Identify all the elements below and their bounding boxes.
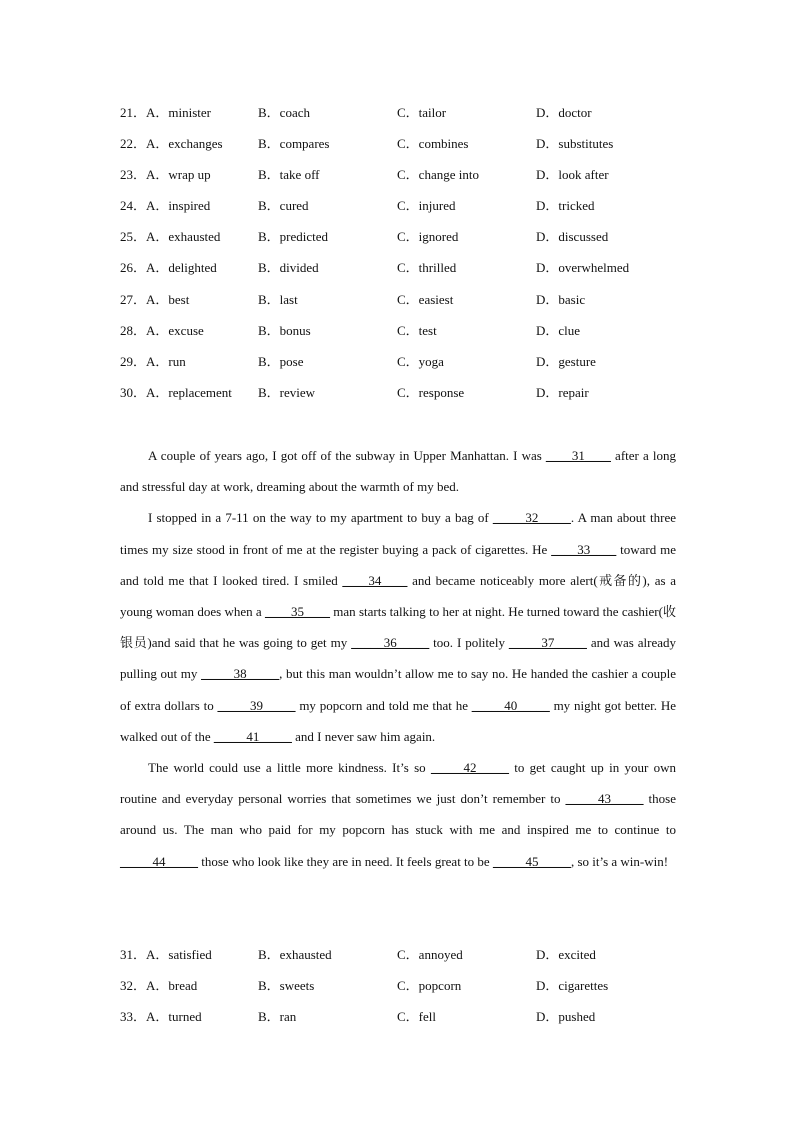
option-b [258, 128, 329, 159]
question-number-and-option-a [120, 970, 197, 1001]
question-number-and-option-a [120, 128, 223, 159]
question-row [120, 377, 700, 408]
option-c [397, 315, 437, 346]
option-d: D．tricked [536, 198, 595, 214]
passage-text: A couple of years ago, I got off of the subway in Upper Manhattan. I was [148, 448, 546, 463]
option-c: C．fell [397, 1009, 436, 1025]
passage-text: The world could use a little more kindness. It’s so [148, 760, 431, 776]
blank-37: _____37_____ [508, 635, 587, 651]
passage-text: , but this man wouldn’t allow me to say no. He handed the cashier a couple of extra dollars to [120, 666, 677, 713]
option-c [397, 97, 446, 128]
blank-43: _____43_____ [565, 791, 644, 807]
passage-paragraph-2 [120, 502, 676, 752]
option-a: A．turned [146, 1009, 202, 1025]
option-c [397, 970, 461, 1001]
passage-text: and I never saw him again. [291, 728, 436, 744]
question-list-31-33 [120, 939, 700, 1032]
option-b: B．predicted [258, 229, 329, 245]
passage-text: to get caught up in your own routine and everyday personal worries that sometimes we just don’t remember to [120, 760, 676, 807]
option-d [536, 159, 609, 190]
blank-36: _____36_____ [351, 635, 430, 651]
question-number: 22． [120, 136, 147, 152]
question-number: 30． [120, 384, 147, 400]
blank-45: _____45_____ [492, 853, 571, 869]
blank-41: _____41_____ [213, 728, 292, 744]
question-row [120, 221, 700, 252]
blank-38: _____38_____ [201, 666, 280, 682]
option-b [258, 221, 328, 252]
option-d: D．gesture [536, 353, 596, 369]
option-b: B．take off [258, 167, 320, 183]
question-number: 28． [120, 322, 147, 338]
option-d [536, 315, 580, 346]
option-c: C．yoga [397, 353, 444, 369]
blank-32: _____32_____ [492, 510, 571, 526]
option-b [258, 315, 311, 346]
question-number-and-option-a [120, 190, 210, 221]
option-d: D．look after [536, 167, 609, 183]
option-d: D．doctor [536, 105, 592, 120]
option-a: A．best [146, 291, 190, 307]
option-b [258, 939, 332, 970]
option-b [258, 97, 310, 128]
option-b: B．pose [258, 353, 304, 369]
passage-text: I stopped in a 7-11 on the way to my apartment to buy a bag of [148, 510, 493, 526]
option-b [258, 346, 304, 377]
option-d [536, 128, 613, 159]
option-d: D．discussed [536, 229, 609, 245]
option-a: A．exchanges [146, 136, 223, 152]
option-a: A．excuse [146, 322, 204, 338]
question-number: 27． [120, 291, 147, 307]
option-c: C．popcorn [397, 978, 462, 994]
option-d: D．overwhelmed [536, 260, 630, 276]
option-c [397, 377, 464, 408]
option-d [536, 252, 629, 283]
question-number-and-option-a [120, 939, 212, 970]
option-c [397, 284, 453, 315]
option-d [536, 97, 592, 128]
option-d [536, 346, 596, 377]
question-number: 23． [120, 167, 147, 183]
option-c: C．thrilled [397, 260, 457, 276]
option-b: B．sweets [258, 978, 315, 994]
option-a: A．minister [146, 105, 212, 120]
option-b [258, 1001, 296, 1032]
question-number: 33． [120, 1009, 147, 1025]
question-number-and-option-a [120, 284, 189, 315]
option-b: B．exhausted [258, 947, 332, 962]
option-c: C．annoyed [397, 947, 463, 962]
option-d: D．substitutes [536, 136, 614, 152]
option-d: D．repair [536, 384, 589, 400]
option-b [258, 377, 315, 408]
question-number: 25． [120, 229, 147, 245]
option-a: A．exhausted [146, 229, 221, 245]
option-a: A．run [146, 353, 186, 369]
question-number: 32． [120, 978, 147, 994]
option-d: D．pushed [536, 1009, 596, 1025]
option-c [397, 159, 479, 190]
option-a: A．delighted [146, 260, 217, 276]
question-number: 31． [120, 947, 147, 962]
option-a: A．inspired [146, 198, 211, 214]
option-d [536, 970, 608, 1001]
passage-text: , so it’s a win-win! [570, 853, 669, 869]
question-number-and-option-a [120, 97, 211, 128]
question-number: 26． [120, 260, 147, 276]
option-c: C．injured [397, 198, 456, 214]
option-a: A．replacement [146, 384, 232, 400]
question-row [120, 346, 700, 377]
question-row [120, 128, 700, 159]
option-b: B．last [258, 291, 298, 307]
option-c: C．tailor [397, 105, 447, 120]
question-number-and-option-a [120, 346, 186, 377]
option-b: B．coach [258, 105, 310, 120]
question-number-and-option-a [120, 159, 211, 190]
question-number: 24． [120, 198, 147, 214]
option-c: C．test [397, 322, 437, 338]
option-c: C．combines [397, 136, 469, 152]
passage-text: and became noticeably more alert(戒备的), as a young woman does when a [120, 572, 676, 620]
question-number-and-option-a [120, 1001, 202, 1032]
passage-text: my popcorn and told me that he [295, 697, 472, 713]
option-d [536, 1001, 595, 1032]
option-b: B．compares [258, 136, 330, 152]
passage-paragraph-1 [120, 440, 676, 502]
option-c [397, 128, 469, 159]
option-d: D．clue [536, 322, 581, 338]
option-d [536, 284, 585, 315]
option-a: A．satisfied [146, 947, 212, 962]
question-number-and-option-a [120, 252, 217, 283]
passage-text: toward me and told me that I looked tired. I smiled [120, 541, 676, 588]
blank-40: _____40_____ [471, 697, 550, 713]
blank-42: _____42_____ [430, 760, 509, 776]
blank-44: _____44_____ [120, 853, 198, 869]
option-b: B．divided [258, 260, 319, 276]
passage-text: those around us. The man who paid for my popcorn has stuck with me and inspired me to continue to [120, 791, 676, 838]
blank-39: _____39_____ [217, 697, 296, 713]
option-d [536, 221, 608, 252]
option-b [258, 284, 298, 315]
blank-33: ____33____ [551, 541, 617, 557]
passage-text: and was already pulling out my [120, 635, 676, 682]
option-d: D．basic [536, 291, 586, 307]
option-b [258, 970, 314, 1001]
question-row [120, 939, 700, 970]
question-row [120, 315, 700, 346]
option-d [536, 939, 596, 970]
option-c [397, 221, 458, 252]
passage-text: . A man about three times my size stood in front of me at the register buying a pack of cigarettes. He [120, 510, 677, 557]
option-d [536, 377, 589, 408]
option-c [397, 939, 463, 970]
option-b: B．review [258, 384, 316, 400]
question-row [120, 252, 700, 283]
cloze-passage [120, 440, 676, 877]
option-d: D．excited [536, 947, 596, 962]
question-number-and-option-a [120, 377, 232, 408]
option-c [397, 346, 444, 377]
blank-35: ____35____ [264, 604, 330, 620]
option-c [397, 1001, 436, 1032]
option-c: C．response [397, 384, 465, 400]
option-a: A．wrap up [146, 167, 211, 183]
question-row [120, 970, 700, 1001]
question-number-and-option-a [120, 221, 220, 252]
passage-text: my night got better. He walked out of the [120, 697, 676, 744]
question-row [120, 1001, 700, 1032]
passage-text: after a long and stressful day at work, dreaming about the warmth of my bed. [120, 448, 676, 495]
question-list-21-30 [120, 97, 700, 408]
option-c: C．ignored [397, 229, 459, 245]
question-number-and-option-a [120, 315, 204, 346]
option-c [397, 252, 456, 283]
option-b: B．ran [258, 1009, 297, 1025]
question-number: 21． [120, 105, 147, 120]
question-row [120, 284, 700, 315]
passage-text: too. I politely [429, 635, 509, 651]
passage-paragraph-3 [120, 752, 676, 877]
option-b [258, 159, 320, 190]
option-b [258, 190, 309, 221]
option-b [258, 252, 319, 283]
question-row [120, 159, 700, 190]
option-a: A．bread [146, 978, 198, 994]
question-row [120, 97, 700, 128]
question-number: 29． [120, 353, 147, 369]
option-c [397, 190, 456, 221]
option-d: D．cigarettes [536, 978, 609, 994]
option-c: C．easiest [397, 291, 454, 307]
passage-text: man starts talking to her at night. He turned toward the cashier(收银员)and said that he was going to get my [120, 604, 676, 651]
blank-34: ____34____ [342, 572, 408, 588]
passage-text: those who look like they are in need. It feels great to be [198, 853, 493, 869]
option-d [536, 190, 594, 221]
blank-31: ____31____ [545, 448, 611, 463]
option-c: C．change into [397, 167, 479, 183]
question-row [120, 190, 700, 221]
option-b: B．cured [258, 198, 309, 214]
option-b: B．bonus [258, 322, 311, 338]
